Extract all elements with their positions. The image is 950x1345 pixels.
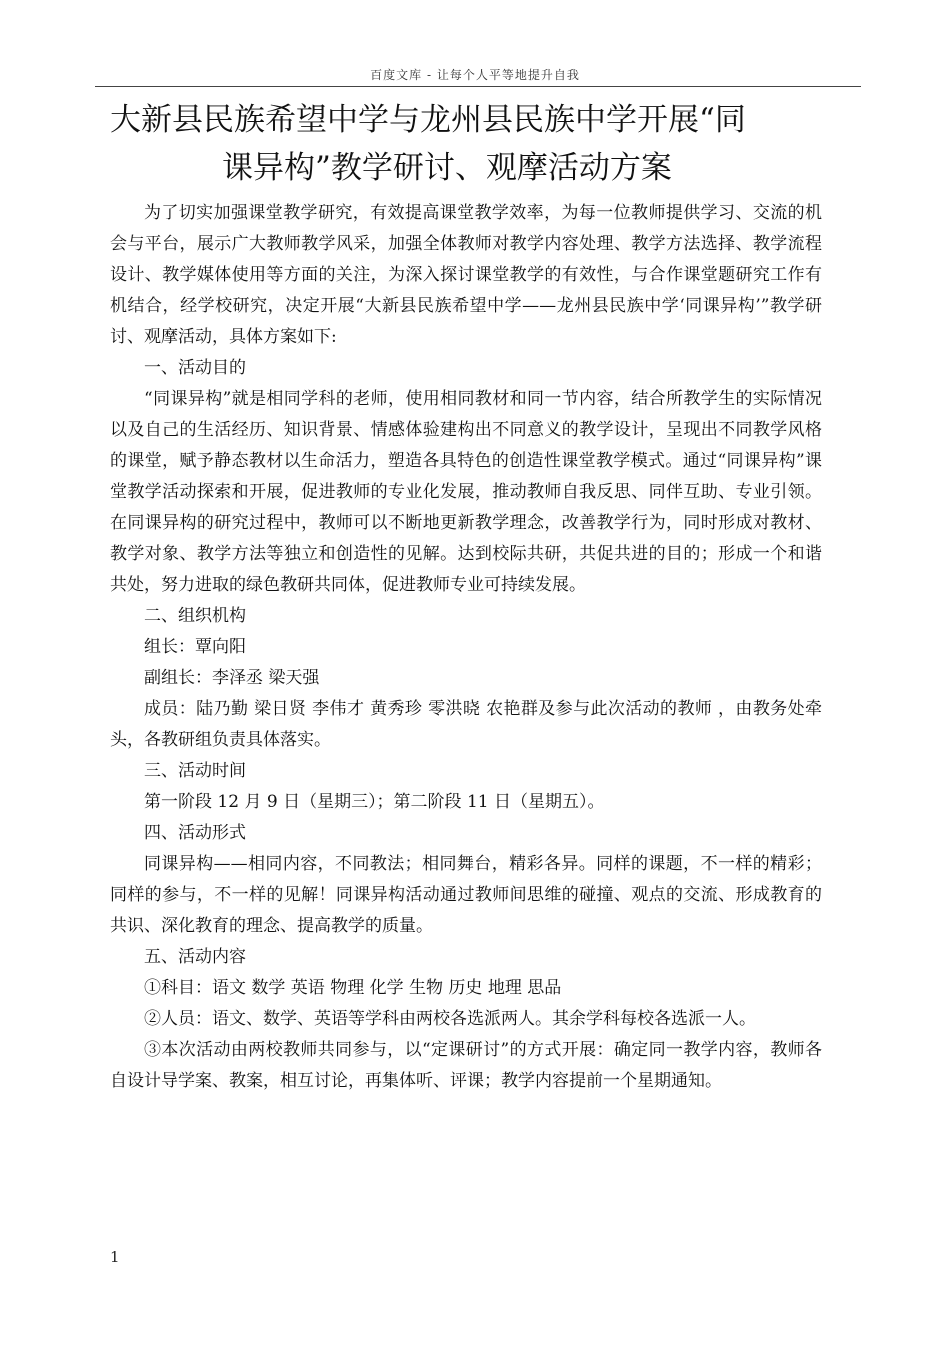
deputy-leader-line: 副组长：李泽丞 梁天强 — [144, 668, 320, 688]
page-number: 1 — [110, 1248, 120, 1266]
section-heading-content: 五、活动内容 — [144, 947, 246, 967]
page-header: 百度文库 - 让每个人平等地提升自我 — [370, 68, 580, 82]
subjects-line: ①科目：语文 数学 英语 物理 化学 生物 历史 地理 思品 — [144, 978, 562, 998]
method-paragraph: ③本次活动由两校教师共同参与，以“定课研讨”的方式开展：确定同一教学内容，教师各自设计导学案、教案，相互讨论，再集体听、评课；教学内容提前一个星期通知。 — [110, 1040, 822, 1091]
leader-line: 组长：覃向阳 — [144, 637, 246, 657]
document-body — [110, 198, 822, 1097]
title-line-2: 课异构”教学研讨、观摩活动方案 — [222, 150, 672, 186]
personnel-line: ②人员：语文、数学、英语等学科由两校各选派两人。其余学科每校各选派一人。 — [144, 1009, 756, 1029]
header-divider — [95, 86, 861, 87]
purpose-paragraph: “同课异构”就是相同学科的老师，使用相同教材和同一节内容，结合所教学生的实际情况以及自己的生活经历、知识背景、情感体验建构出不同意义的教学设计，呈现出不同教学风格的课堂，赋予静态教材以生命活力，塑造各具特色的创造性课堂教学模式。通过“同课异构”课堂教学活动探索和开展，促进教师的专业化发展，推动教师自我反思、同伴互助、专业引领。在同课异构的研究过程中，教师可以不断地更新教学理念，改善教学行为，同时形成对教材、教学对象、教学方法等独立和创造性的见解。达到校际共研，共促共进的目的；形成一个和谐共处，努力进取的绿色教研共同体，促进教师专业可持续发展。 — [110, 389, 822, 595]
section-heading-form: 四、活动形式 — [144, 823, 246, 843]
form-paragraph: 同课异构——相同内容，不同教法；相同舞台，精彩各异。同样的课题，不一样的精彩；同样的参与，不一样的见解！同课异构活动通过教师间思维的碰撞、观点的交流、形成教育的共识、深化教育的理念、提高教学的质量。 — [110, 854, 822, 936]
section-heading-purpose: 一、活动目的 — [144, 358, 246, 378]
title-line-1: 大新县民族希望中学与龙州县民族中学开展“同 — [110, 102, 746, 138]
members-paragraph: 成员：陆乃勤 梁日贤 李伟才 黄秀珍 零洪晓 农艳群及参与此次活动的教师 ，由教务处牵头，各教研组负责具体落实。 — [110, 699, 822, 750]
section-heading-organization: 二、组织机构 — [144, 606, 246, 626]
section-heading-time: 三、活动时间 — [144, 761, 246, 781]
time-line: 第一阶段 12 月 9 日（星期三）；第二阶段 11 日（星期五）。 — [144, 792, 605, 812]
document-title — [110, 96, 830, 192]
intro-paragraph: 为了切实加强课堂教学研究，有效提高课堂教学效率，为每一位教师提供学习、交流的机会与平台，展示广大教师教学风采，加强全体教师对教学内容处理、教学方法选择、教学流程设计、教学媒体使用等方面的关注，为深入探讨课堂教学的有效性，与合作课堂题研究工作有机结合，经学校研究，决定开展“大新县民族希望中学——龙州县民族中学‘同课异构’”教学研讨、观摩活动，具体方案如下: — [110, 203, 822, 347]
